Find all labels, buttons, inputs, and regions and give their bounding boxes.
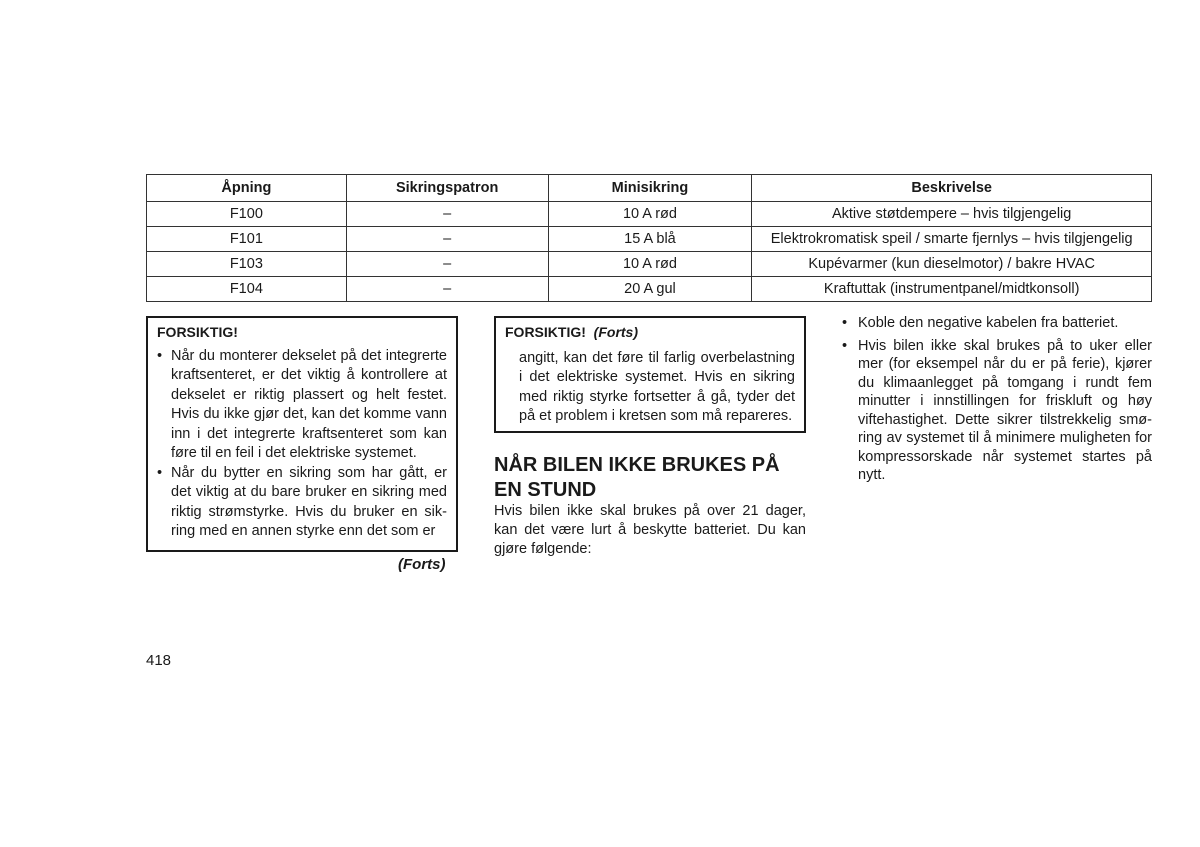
cell-opening: F104 (147, 277, 347, 302)
cell-opening: F101 (147, 227, 347, 252)
caution-box-continued (494, 316, 806, 433)
column-header-mini-fuse: Minisikring (548, 175, 752, 202)
caution-title-continued: (Forts) (593, 324, 638, 340)
cell-cartridge: – (346, 277, 548, 302)
column-header-cartridge-fuse: Sikringspatron (346, 175, 548, 202)
column-header-opening: Åpning (147, 175, 347, 202)
cell-opening: F103 (147, 252, 347, 277)
table-row (147, 202, 1152, 227)
cell-mini: 20 A gul (548, 277, 752, 302)
caution-bullet: • Når du bytter en sikring som har gått, er det viktig at du bare bruker en sikring med riktig strømstyrke. Hvis du bruker en sikring med en annen styrke enn det som er (157, 464, 447, 542)
caution-title (505, 323, 795, 343)
caution-bullet: • Når du monterer dekselet på det integrerte kraftsenteret, er det viktig å kontrollere at dekselet er riktig plassert og helt festet. Hvis du ikke gjør det, kan det komme vann inn i det integrerte kraftsenteret som kan føre til en feil i det elektriske systemet. (157, 347, 447, 464)
caution-body: angitt, kan det føre til farlig overbelastning i det elektriske systemet. Hvis en sikring med riktig styrke fortsetter å gå, tyder det på et problem i kretsen som må repareres. (519, 349, 795, 424)
caution-title-text: FORSIKTIG! (505, 324, 586, 340)
instruction-list (842, 314, 1152, 489)
cell-mini: 15 A blå (548, 227, 752, 252)
list-item: • Koble den negative kabelen fra batteriet. (842, 314, 1152, 333)
cell-description: Elektrokromatisk speil / smarte fjernlys – hvis tilgjengelig (752, 227, 1152, 252)
cell-cartridge: – (346, 227, 548, 252)
continued-label: (Forts) (398, 556, 446, 573)
caution-title: FORSIKTIG! (157, 324, 238, 340)
section-paragraph: Hvis bilen ikke skal brukes på over 21 dager, kan det være lurt å beskytte batteriet. Du kan gjøre følgende: (494, 503, 806, 557)
list-item: • Hvis bilen ikke skal brukes på to uker eller mer (for eksempel når du er på ferie), kjører du klimaanlegget på tomgang i rundt fem minutter i innstillingen for friskluft og høy viftehastighet. Dette sikrer tilstrekkelig smøring av systemet til å minimere muligheten for kompressorskade når systemet startes på nytt. (842, 337, 1152, 485)
cell-mini: 10 A rød (548, 202, 752, 227)
cell-mini: 10 A rød (548, 252, 752, 277)
caution-box-fuse-cover (146, 316, 458, 552)
column-header-description: Beskrivelse (752, 175, 1152, 202)
fuse-table (146, 174, 1152, 302)
table-row (147, 252, 1152, 277)
cell-opening: F100 (147, 202, 347, 227)
cell-description: Kupévarmer (kun dieselmotor) / bakre HVAC (752, 252, 1152, 277)
cell-cartridge: – (346, 252, 548, 277)
table-row (147, 227, 1152, 252)
section-heading: NÅR BILEN IKKE BRUKES PÅ EN STUND (494, 454, 780, 501)
cell-cartridge: – (346, 202, 548, 227)
page-number: 418 (146, 652, 172, 669)
table-header-row (147, 175, 1152, 202)
cell-description: Aktive støtdempere – hvis tilgjengelig (752, 202, 1152, 227)
cell-description: Kraftuttak (instrumentpanel/midtkonsoll) (752, 277, 1152, 302)
table-row (147, 277, 1152, 302)
